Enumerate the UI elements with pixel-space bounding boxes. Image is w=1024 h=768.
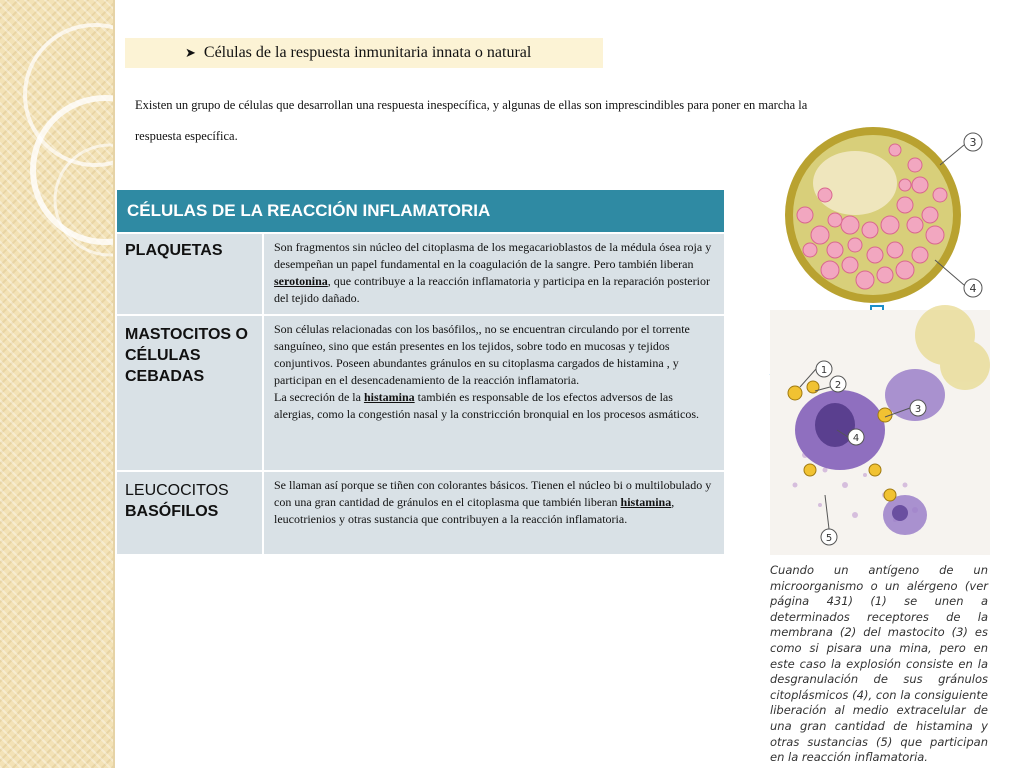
row-label: MASTOCITOS O CÉLULAS CEBADAS (117, 316, 264, 470)
inflammatory-cells-table (117, 190, 724, 554)
label-4: 4 (852, 433, 860, 444)
row-label: PLAQUETAS (117, 234, 264, 314)
bullet-arrow-icon: ➤ (185, 45, 196, 60)
row-description: Se llaman así porque se tiñen con colorantes básicos. Tienen el núcleo bi o multilobulado y con una gran cantidad de gránulos en el citoplasma que también liberan histamina, leucotrienios y otras sustancia que contribuyen a la reacción inflamatoria. (274, 478, 712, 526)
label-1: 1 (820, 365, 828, 376)
decorative-circles (0, 0, 113, 768)
highlight-histamina: histamina (620, 495, 672, 509)
label-2: 2 (834, 380, 842, 391)
row-description: Son fragmentos sin núcleo del citoplasma de los megacarioblastos de la médula ósea roja y desempeñan un papel fundamental en la coagulación de la sangre. Pero también liberan serotonina, que contribuye a la reacción inflamatoria y participa en la reparación posterior del tejido dañado. (274, 240, 712, 305)
intro-paragraph: Existen un grupo de células que desarrollan una respuesta inespecífica, y algunas de ellas son imprescindibles para poner en marcha la respuesta específica. (135, 98, 808, 143)
degranulation-scene (770, 305, 990, 555)
mast-cell-cross-section (785, 127, 982, 318)
section-title-bar (125, 38, 603, 68)
label-5: 5 (825, 533, 833, 544)
table-row (117, 232, 724, 314)
label-4-top: 4 (969, 282, 977, 295)
highlight-serotonina: serotonina (274, 274, 328, 288)
figure-caption: Cuando un antígeno de un microorganismo o un alérgeno (ver página 431) (1) se unen a determinados receptores de la membrana (2) del mastocito (3) es como si pisara una mina, pero en este caso la explosión consiste en la desgranulación de sus gránulos citoplásmicos (4), con la consiguiente liberación al medio extracelular de una gran cantidad de histamina y otras sustancias (5) que participan en la reacción inflamatoria. (770, 563, 988, 765)
table-row (117, 470, 724, 554)
decorative-side-strip (0, 0, 115, 768)
table-title: CÉLULAS DE LA REACCIÓN INFLAMATORIA (117, 190, 724, 232)
table-row (117, 314, 724, 470)
row-label: LEUCOCITOS BASÓFILOS (117, 472, 264, 554)
section-title: Células de la respuesta inmunitaria innata o natural (203, 44, 532, 61)
highlight-histamina: histamina (363, 390, 415, 404)
label-3: 3 (914, 404, 922, 415)
label-3-top: 3 (969, 136, 977, 149)
mast-cell-illustration (765, 125, 995, 565)
row-description: Son células relacionadas con los basófilos,, no se encuentran circulando por el torrente sanguíneo, sino que están presentes en los tejidos, sobre todo en mucosas y tejidos conjuntivos. Poseen abundantes gránulos en su citoplasma cargados de histamina , y participan en el desencadenamiento de la reacción inflamatoria. La secreción de la histamina también es responsable de los efectos adversos de las alergias, como la congestión nasal y la constricción bronquial en los procesos asmáticos. (274, 322, 699, 421)
